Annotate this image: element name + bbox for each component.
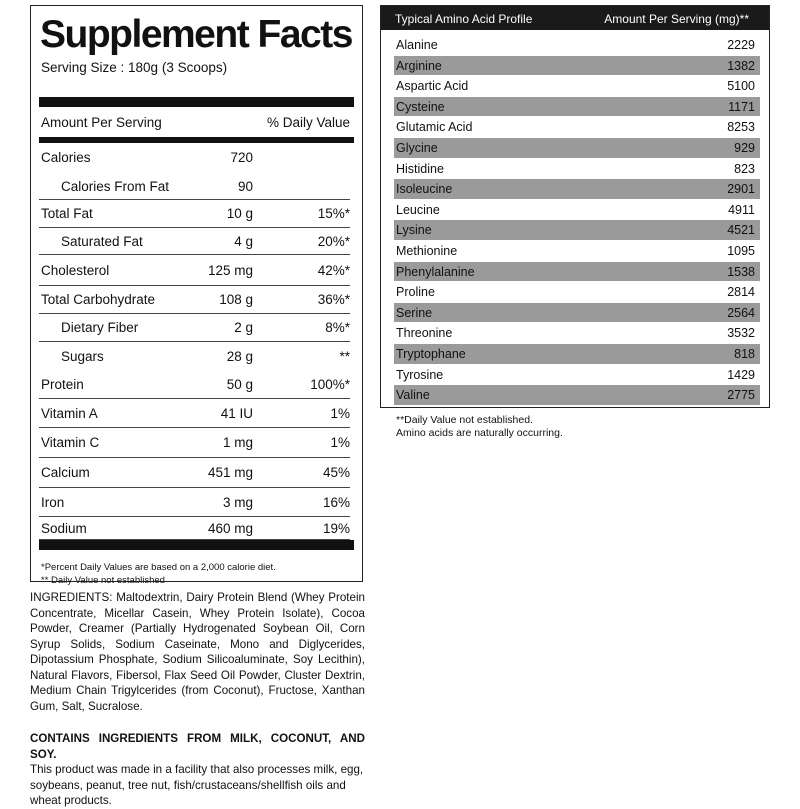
- amino-name: Alanine: [396, 38, 438, 52]
- nutrient-row: [39, 458, 350, 488]
- nutrient-daily-value: 1%: [330, 435, 350, 450]
- amino-value: 1171: [728, 99, 755, 114]
- nutrient-amount: 125 mg: [207, 262, 253, 278]
- nutrient-amount: 1 mg: [222, 435, 253, 450]
- ingredients-block: [30, 590, 365, 809]
- footnote-daily-values: *Percent Daily Values are based on a 2,000 calorie diet.: [41, 562, 276, 573]
- amino-name: Lysine: [396, 223, 432, 238]
- amino-value: 1538: [727, 264, 755, 279]
- amino-value: 4521: [727, 223, 755, 238]
- amino-value: 1095: [727, 244, 755, 258]
- amino-row: [394, 282, 760, 302]
- nutrient-row: [39, 399, 350, 428]
- nutrient-name: Saturated Fat: [61, 233, 143, 249]
- bottom-divider: [39, 540, 354, 550]
- supplement-facts-panel: [30, 5, 363, 586]
- facts-title: Supplement Facts: [40, 13, 352, 56]
- amino-value: 818: [734, 347, 755, 361]
- nutrient-row: [39, 228, 350, 255]
- amino-name: Glutamic Acid: [396, 120, 473, 135]
- facility-statement: This product was made in a facility that also processes milk, egg, soybeans, peanut, tree nut, fish/crustaceans/shellfish oils and wheat products.: [30, 763, 364, 807]
- nutrient-row: [39, 255, 350, 286]
- nutrient-name: Total Fat: [41, 206, 93, 221]
- nutrient-daily-value: 100%*: [310, 377, 350, 392]
- thick-divider: [39, 97, 354, 107]
- nutrient-row: [39, 143, 350, 173]
- amino-name: Histidine: [396, 161, 444, 176]
- amino-header-amount: Amount Per Serving (mg)**: [604, 12, 749, 26]
- amino-notes: [396, 414, 563, 440]
- amino-name: Cysteine: [396, 99, 445, 114]
- nutrient-amount: 3 mg: [222, 494, 253, 510]
- nutrient-name: Iron: [41, 494, 65, 510]
- amino-name: Methionine: [396, 244, 458, 258]
- amino-header-name: Typical Amino Acid Profile: [395, 12, 533, 26]
- amino-value: 2229: [727, 38, 755, 52]
- amino-row: [394, 138, 760, 158]
- amino-row: [394, 97, 760, 117]
- nutrient-amount: 720: [230, 150, 253, 165]
- amino-note-dv: **Daily Value not established.: [396, 414, 533, 426]
- nutrient-name: Dietary Fiber: [61, 320, 139, 335]
- amino-name: Proline: [396, 285, 435, 300]
- amino-value: 2564: [727, 305, 755, 320]
- nutrient-amount: 2 g: [234, 320, 253, 335]
- serving-size: Serving Size : 180g (3 Scoops): [41, 60, 228, 75]
- nutrient-name: Protein: [41, 377, 84, 392]
- nutrient-name: Vitamin A: [41, 405, 98, 421]
- amino-row: [394, 323, 760, 343]
- nutrient-row: [39, 173, 350, 200]
- nutrient-row: [39, 517, 350, 540]
- amino-value: 1382: [727, 58, 755, 73]
- facts-footnote: [41, 561, 276, 587]
- nutrient-amount: 4 g: [234, 233, 253, 249]
- amino-row: [394, 220, 760, 240]
- nutrient-amount: 41 IU: [220, 405, 253, 421]
- nutrient-name: Vitamin C: [41, 435, 100, 450]
- nutrient-daily-value: 45%: [322, 465, 350, 480]
- amino-value: 2775: [727, 388, 755, 403]
- amino-value: 929: [734, 141, 755, 155]
- nutrient-amount: 460 mg: [207, 520, 253, 536]
- amino-row: [394, 35, 760, 55]
- amino-row: [394, 262, 760, 282]
- amino-name: Isoleucine: [396, 182, 453, 197]
- nutrient-daily-value: 15%*: [317, 206, 350, 221]
- nutrient-name: Sodium: [41, 520, 87, 536]
- amino-value: 8253: [727, 120, 755, 135]
- nutrient-name: Total Carbohydrate: [41, 292, 156, 307]
- nutrient-amount: 108 g: [219, 292, 253, 307]
- facts-header-row: [41, 115, 350, 137]
- amino-header: [381, 6, 769, 30]
- amino-row: [394, 179, 760, 199]
- amino-value: 3532: [727, 326, 755, 341]
- nutrient-name: Cholesterol: [41, 262, 110, 278]
- amino-name: Leucine: [396, 202, 440, 217]
- amino-row: [394, 159, 760, 179]
- nutrient-row: [39, 200, 350, 228]
- amino-name: Valine: [396, 388, 430, 403]
- amino-row: [394, 117, 760, 137]
- nutrient-daily-value: 36%*: [317, 292, 350, 307]
- amino-row: [394, 56, 760, 76]
- nutrient-amount: 10 g: [226, 206, 253, 221]
- nutrient-row: [39, 286, 350, 314]
- amino-row: [394, 200, 760, 220]
- nutrient-row: [39, 342, 350, 371]
- amino-name: Phenylalanine: [396, 264, 475, 279]
- nutrient-daily-value: 19%: [322, 520, 350, 536]
- amino-row: [394, 365, 760, 385]
- amino-row: [394, 385, 760, 405]
- amino-name: Aspartic Acid: [396, 79, 469, 94]
- nutrient-name: Calories From Fat: [61, 178, 170, 194]
- amino-name: Glycine: [396, 141, 438, 155]
- amino-acid-panel: [380, 5, 770, 408]
- amino-row: [394, 344, 760, 364]
- nutrient-daily-value: **: [339, 348, 350, 364]
- amino-name: Threonine: [396, 326, 453, 341]
- nutrient-row: [39, 371, 350, 399]
- daily-value-label: % Daily Value: [266, 115, 350, 130]
- amino-row: [394, 76, 760, 96]
- footnote-not-established: ** Daily Value not established: [41, 575, 165, 586]
- nutrient-amount: 50 g: [226, 377, 253, 392]
- nutrient-daily-value: 1%: [330, 405, 350, 421]
- amino-value: 1429: [727, 367, 755, 382]
- nutrient-daily-value: 20%*: [317, 233, 350, 249]
- amino-row: [394, 303, 760, 323]
- nutrient-row: [39, 488, 350, 517]
- amino-value: 2814: [727, 285, 755, 300]
- nutrient-amount: 28 g: [226, 348, 253, 364]
- nutrient-daily-value: 16%: [322, 494, 350, 510]
- amino-name: Tyrosine: [396, 367, 444, 382]
- ingredients-text: INGREDIENTS: Maltodextrin, Dairy Protein Blend (Whey Protein Concentrate, Micellar Casein, Whey Protein Isolate), Cocoa Powder, Creamer (Partially Hydrogenated Soybean Oil, Corn Syrup Solids, Sodium Caseinate, Mono and Diglycerides, Dipotassium Phosphate, Sodium Silicoaluminate, Soy Lecithin), Natural Flavors, Fibersol, Flax Seed Oil Powder, Cluster Dextrin, Medium Chain Trigylcerides (from Coconut), Fructose, Xanthan Gum, Salt, Sucralose.: [30, 591, 365, 713]
- amino-value: 4911: [728, 202, 755, 217]
- amino-value: 5100: [727, 79, 755, 94]
- nutrient-name: Calcium: [41, 465, 90, 480]
- allergen-statement: CONTAINS INGREDIENTS FROM MILK, COCONUT, AND SOY.: [30, 732, 365, 761]
- amino-note-natural: Amino acids are naturally occurring.: [396, 427, 563, 439]
- amount-per-serving-label: Amount Per Serving: [41, 115, 162, 130]
- nutrient-daily-value: 42%*: [317, 262, 350, 278]
- amino-row: [394, 241, 760, 261]
- nutrient-amount: 451 mg: [207, 465, 253, 480]
- amino-name: Tryptophane: [396, 347, 466, 361]
- amino-name: Arginine: [396, 58, 442, 73]
- amino-value: 2901: [727, 182, 755, 197]
- nutrient-row: [39, 428, 350, 458]
- nutrient-name: Sugars: [61, 348, 104, 364]
- nutrient-daily-value: 8%*: [325, 320, 350, 335]
- nutrient-name: Calories: [41, 150, 91, 165]
- nutrient-row: [39, 314, 350, 342]
- amino-name: Serine: [396, 305, 433, 320]
- nutrient-amount: 90: [237, 178, 253, 194]
- amino-value: 823: [734, 161, 755, 176]
